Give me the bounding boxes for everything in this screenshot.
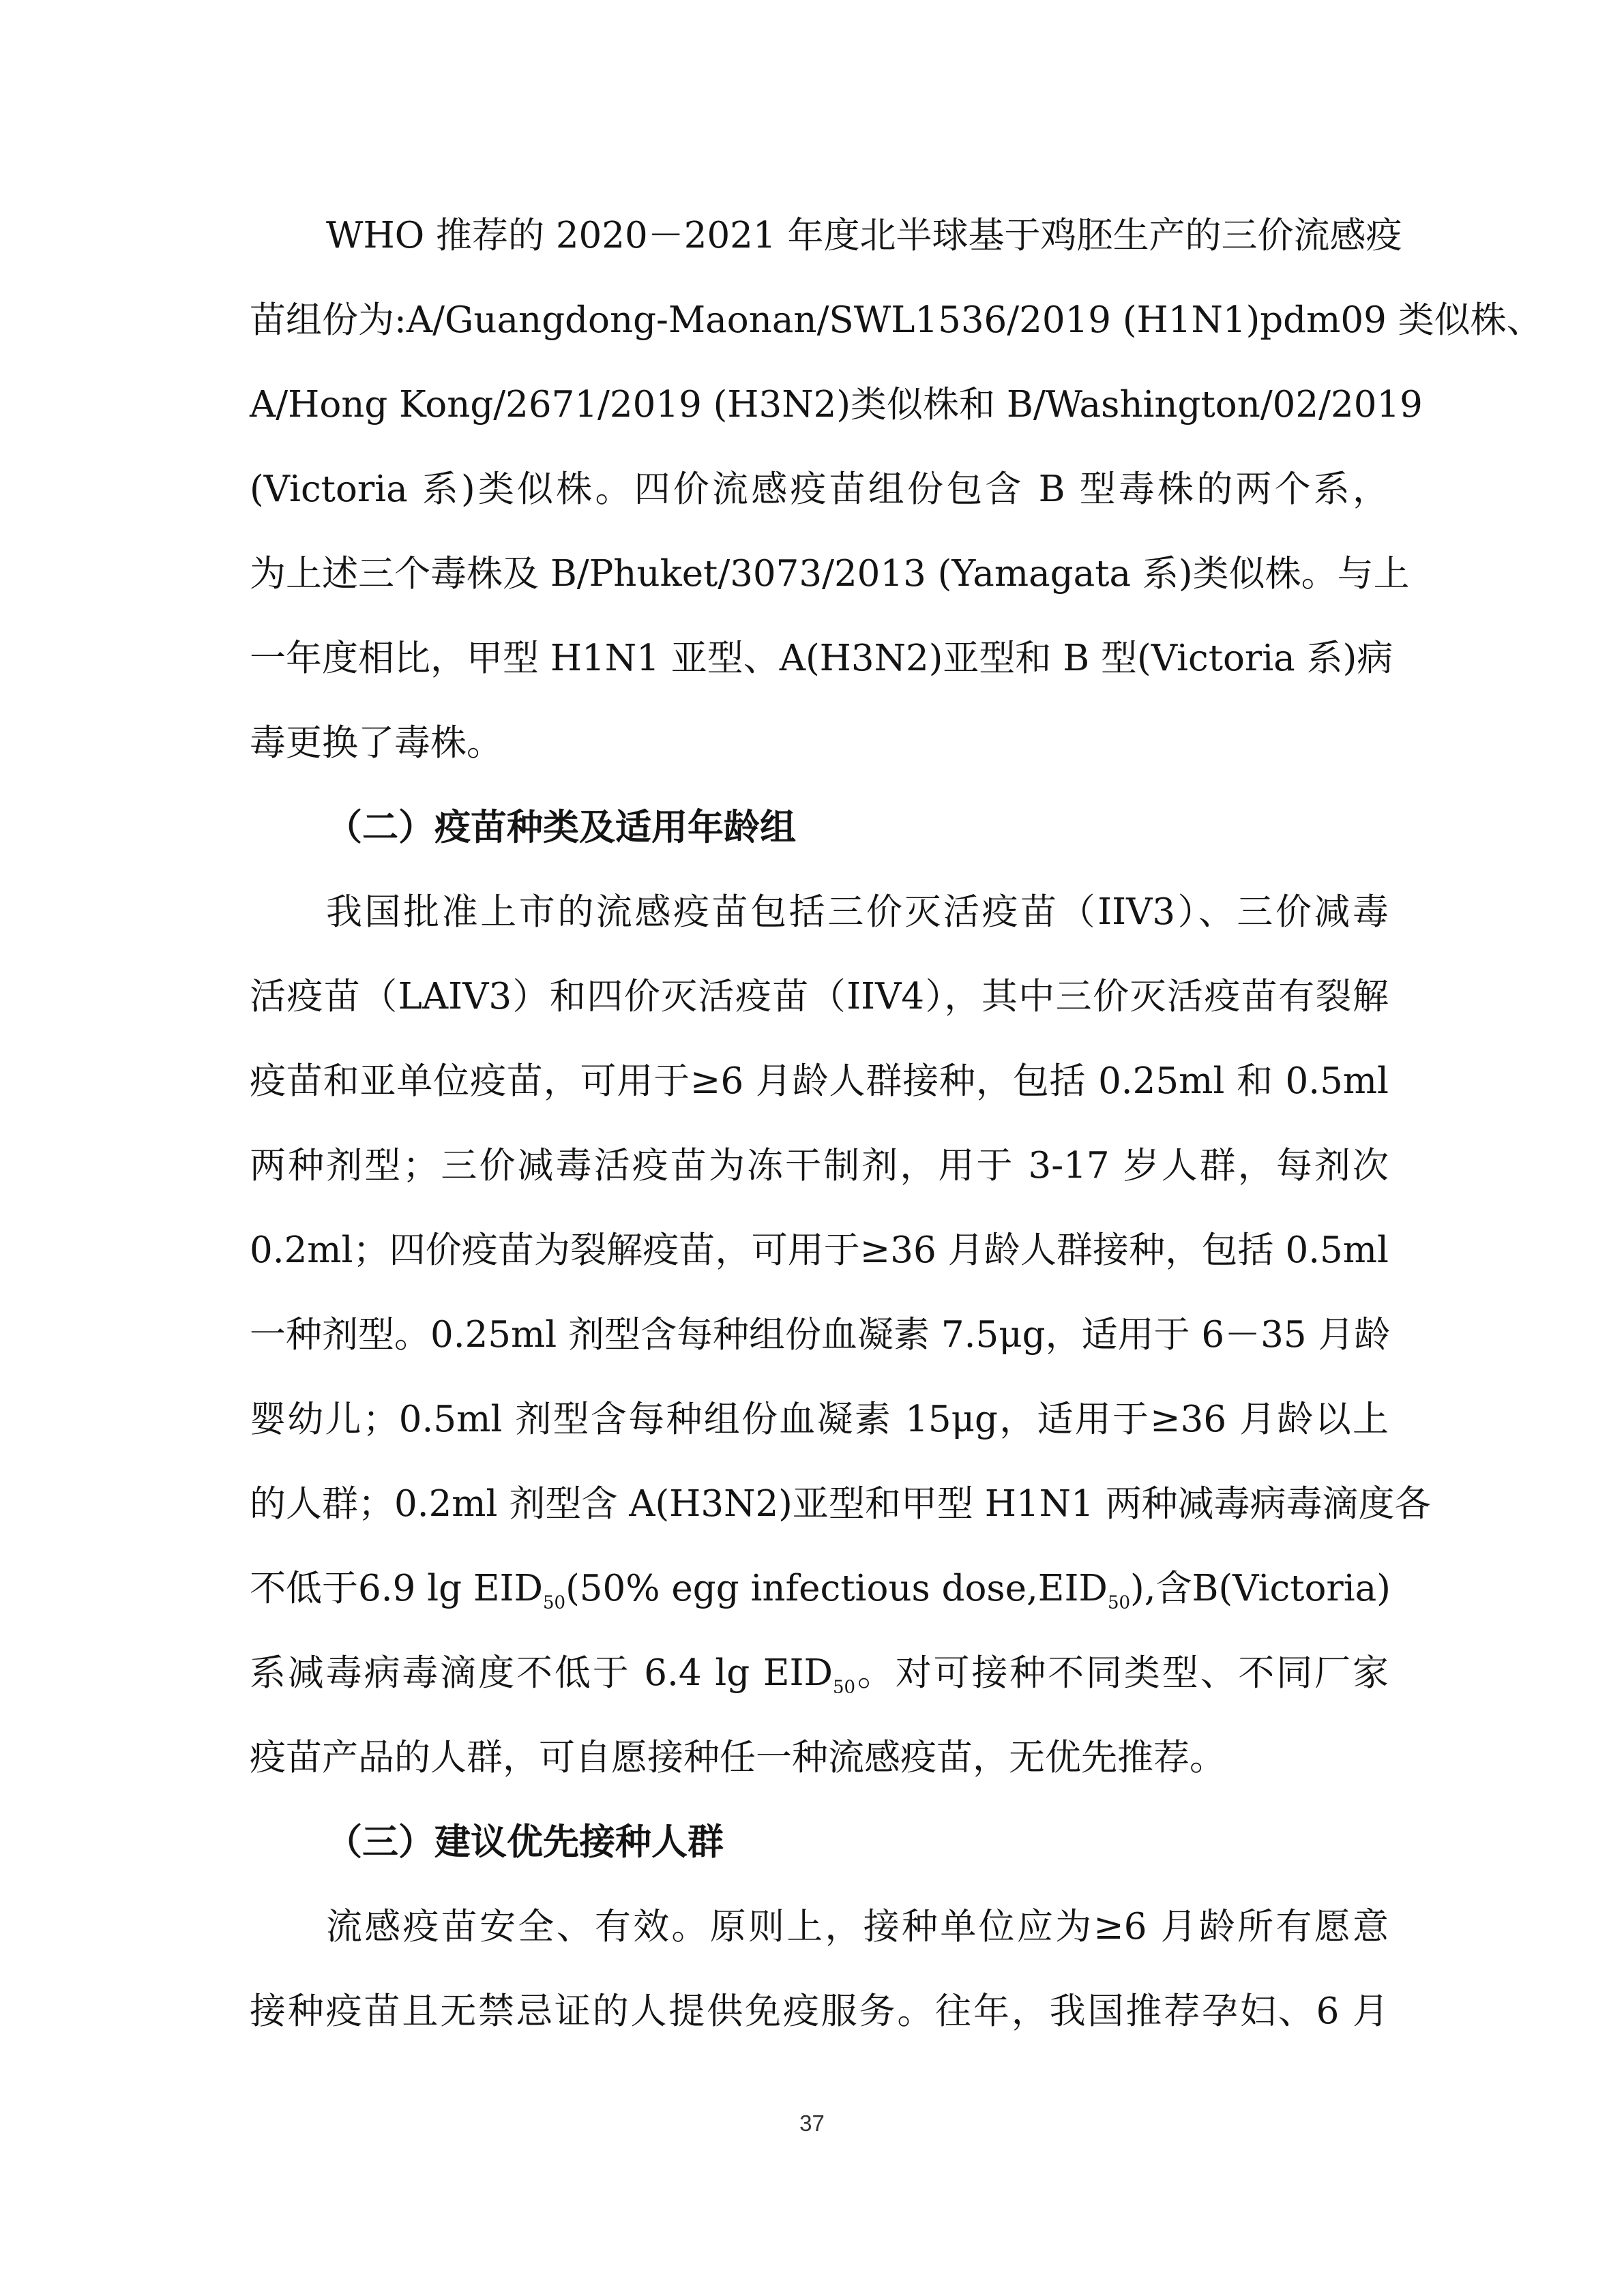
body-line: 为上述三个毒株及 B/Phuket/3073/2013 (Yamagata 系)类似株。与上 <box>250 553 1410 595</box>
section-heading: （二）疫苗种类及适用年龄组 <box>326 807 796 848</box>
body-line: 流感疫苗安全、有效。原则上，接种单位应为≥6 月龄所有愿意 <box>326 1906 1389 1948</box>
body-line: 接种疫苗且无禁忌证的人提供免疫服务。往年，我国推荐孕妇、6 月 <box>250 1991 1389 2032</box>
body-line: 0.2ml；四价疫苗为裂解疫苗，可用于≥36 月龄人群接种，包括 0.5ml <box>250 1229 1389 1271</box>
text-run: 。对可接种不同类型、不同厂家 <box>855 1652 1389 1694</box>
body-line: 疫苗产品的人群，可自愿接种任一种流感疫苗，无优先推荐。 <box>250 1737 1226 1778</box>
body-line: 疫苗和亚单位疫苗，可用于≥6 月龄人群接种，包括 0.25ml 和 0.5ml <box>250 1060 1389 1102</box>
body-line: 两种剂型；三价减毒活疫苗为冻干制剂，用于 3-17 岁人群，每剂次 <box>250 1145 1389 1187</box>
text-run: 不低于6.9 lg EID <box>250 1568 543 1609</box>
body-line: 一种剂型。0.25ml 剂型含每种组份血凝素 7.5μg，适用于 6－35 月龄 <box>250 1314 1391 1356</box>
body-line-eid <box>250 1650 1389 1711</box>
body-line: 苗组份为:A/Guangdong-Maonan/SWL1536/2019 (H1N1)pdm09 类似株、 <box>250 299 1543 341</box>
subscript: 50 <box>1107 1592 1131 1613</box>
body-line: A/Hong Kong/2671/2019 (H3N2)类似株和 B/Washington/02/2019 <box>250 384 1423 426</box>
text-run: 系减毒病毒滴度不低于 6.4 lg EID <box>250 1652 833 1694</box>
text-run: ),含B(Victoria) <box>1130 1568 1391 1609</box>
subscript: 50 <box>542 1592 566 1613</box>
body-line: 一年度相比，甲型 H1N1 亚型、A(H3N2)亚型和 B 型(Victoria 系)病 <box>250 638 1393 679</box>
body-line-eid <box>250 1566 1389 1626</box>
body-line: 毒更换了毒株。 <box>250 722 503 764</box>
subscript: 50 <box>832 1677 856 1698</box>
body-line: 的人群；0.2ml 剂型含 A(H3N2)亚型和甲型 H1N1 两种减毒病毒滴度各 <box>250 1483 1431 1525</box>
section-heading: （三）建议优先接种人群 <box>326 1821 724 1863</box>
body-line: 婴幼儿；0.5ml 剂型含每种组份血凝素 15μg，适用于≥36 月龄以上 <box>250 1399 1389 1440</box>
body-line: WHO 推荐的 2020－2021 年度北半球基于鸡胚生产的三价流感疫 <box>326 215 1402 256</box>
body-line: 我国批准上市的流感疫苗包括三价灭活疫苗（IIV3）、三价减毒 <box>326 891 1389 933</box>
body-line: 活疫苗（LAIV3）和四价灭活疫苗（IIV4），其中三价灭活疫苗有裂解 <box>250 976 1389 1017</box>
page-number: 37 <box>799 2111 825 2136</box>
text-run: (50% egg infectious dose,EID <box>565 1568 1108 1609</box>
body-line: (Victoria 系)类似株。四价流感疫苗组份包含 B 型毒株的两个系， <box>250 468 1389 510</box>
